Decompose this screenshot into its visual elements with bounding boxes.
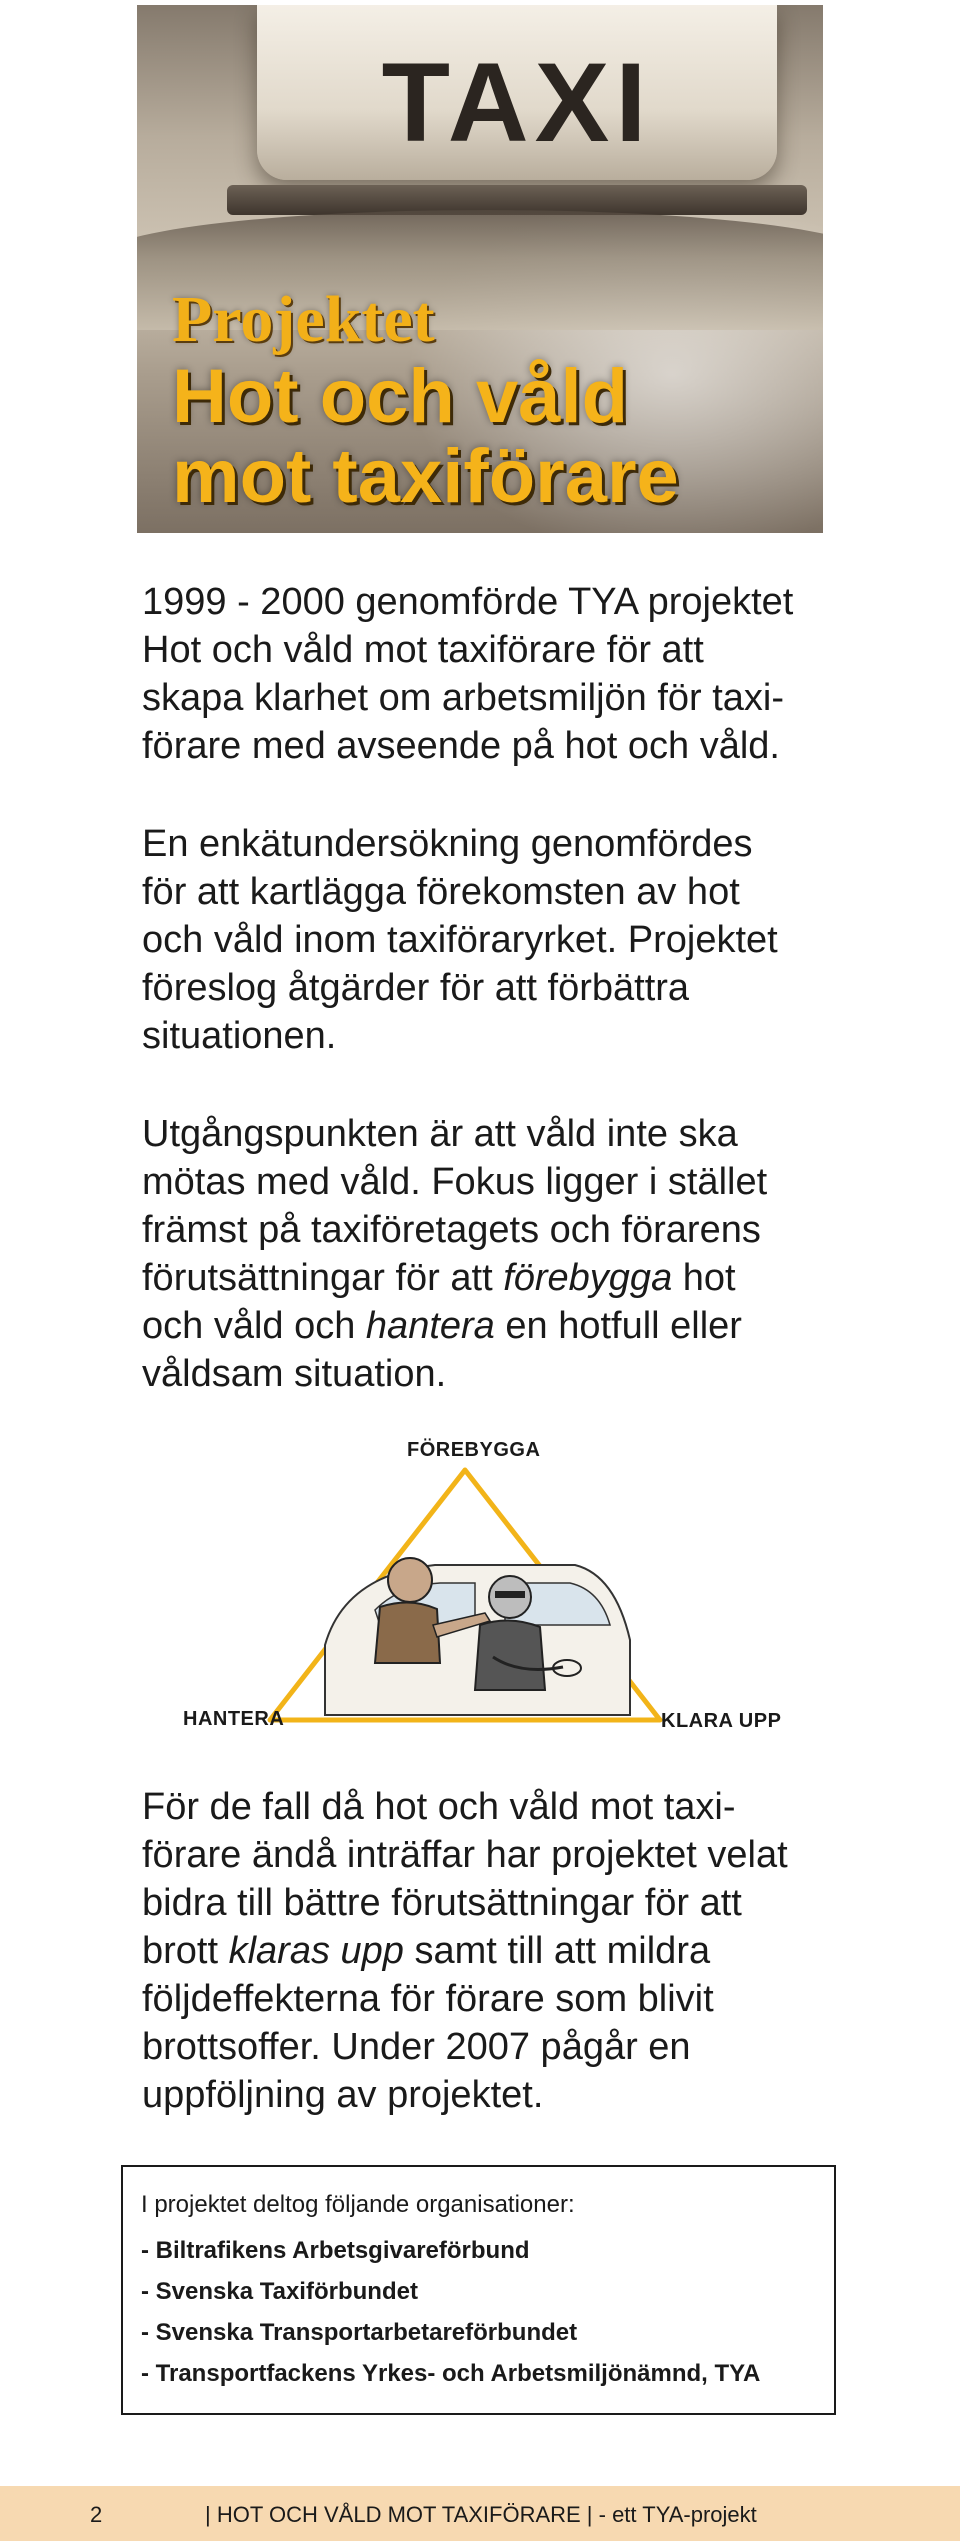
text-line: föreslog åtgärder för att förbättra bbox=[142, 967, 690, 1009]
text-segment: en hotfull eller bbox=[494, 1305, 742, 1347]
text-segment: samt till att mildra bbox=[403, 1930, 711, 1972]
organisations-list bbox=[141, 2230, 816, 2394]
label-klara-upp: KLARA UPP bbox=[661, 1710, 782, 1732]
taxi-roof-sign bbox=[257, 5, 777, 180]
text-line: våldsam situation. bbox=[142, 1353, 447, 1395]
list-item: - Svenska Taxiförbundet bbox=[141, 2278, 418, 2305]
organisations-intro: I projektet deltog följande organisationer: bbox=[141, 2191, 575, 2218]
emphasis-klaras-upp: klaras upp bbox=[228, 1930, 404, 1972]
text-segment: förutsättningar för att bbox=[142, 1257, 504, 1299]
text-line: förare med avseende på hot och våld. bbox=[142, 725, 780, 767]
text-segment: och våld och bbox=[142, 1305, 366, 1347]
text-line bbox=[142, 1927, 852, 1975]
text-segment: hot bbox=[672, 1257, 736, 1299]
triangle-graphic bbox=[175, 1425, 775, 1755]
text-line: främst på taxiföretagets och förarens bbox=[142, 1209, 761, 1251]
paragraph-followup bbox=[142, 1783, 852, 2119]
footer-running-title: | HOT OCH VÅLD MOT TAXIFÖRARE | - ett TYA-projekt bbox=[205, 2502, 757, 2527]
page-number: 2 bbox=[90, 2502, 103, 2527]
text-line bbox=[142, 1254, 852, 1302]
paragraph-intro bbox=[142, 578, 852, 770]
taxi-sign-text: TAXI bbox=[381, 40, 653, 165]
text-line: För de fall då hot och våld mot taxi- bbox=[142, 1786, 736, 1828]
label-forebygga: FÖREBYGGA bbox=[407, 1439, 541, 1461]
page-title bbox=[172, 354, 679, 519]
text-line: En enkätundersökning genomfördes bbox=[142, 823, 753, 865]
text-line: uppföljning av projektet. bbox=[142, 2074, 544, 2116]
paragraph-survey bbox=[142, 820, 852, 1060]
emphasis-hantera: hantera bbox=[365, 1305, 495, 1347]
text-line: 1999 - 2000 genomförde TYA projektet bbox=[142, 581, 794, 623]
text-line: och våld inom taxiföraryrket. Projektet bbox=[142, 919, 778, 961]
list-item: - Svenska Transportarbetareförbundet bbox=[141, 2319, 578, 2346]
text-line: mötas med våld. Fokus ligger i stället bbox=[142, 1161, 768, 1203]
text-line: Hot och våld mot taxiförare för att bbox=[142, 629, 704, 671]
triangle-diagram bbox=[175, 1425, 782, 1755]
text-line: Utgångspunkten är att våld inte ska bbox=[142, 1113, 738, 1155]
emphasis-forebygga: förebygga bbox=[503, 1257, 673, 1299]
page-footer bbox=[0, 2486, 960, 2541]
list-item: - Biltrafikens Arbetsgivareförbund bbox=[141, 2237, 530, 2264]
hero-kicker: Projektet bbox=[172, 283, 435, 356]
title-line-2: mot taxiförare bbox=[172, 434, 679, 519]
title-line-1: Hot och våld bbox=[172, 354, 629, 439]
text-line: situationen. bbox=[142, 1015, 337, 1057]
text-line: för att kartlägga förekomsten av hot bbox=[142, 871, 740, 913]
list-item: - Transportfackens Yrkes- och Arbetsmiljönämnd, TYA bbox=[141, 2360, 761, 2387]
text-segment: brott bbox=[142, 1930, 229, 1972]
text-line: brottsoffer. Under 2007 pågår en bbox=[142, 2026, 691, 2068]
text-line bbox=[142, 1302, 852, 1350]
person-left-head bbox=[388, 1558, 432, 1602]
text-line: följdeffekterna för förare som blivit bbox=[142, 1978, 714, 2020]
text-line: förare ändå inträffar har projektet velat bbox=[142, 1834, 788, 1876]
text-line: skapa klarhet om arbetsmiljön för taxi- bbox=[142, 677, 785, 719]
text-line: bidra till bättre förutsättningar för att bbox=[142, 1882, 742, 1924]
car-scene-illustration bbox=[325, 1558, 630, 1715]
paragraph-focus bbox=[142, 1110, 852, 1398]
organisations-box bbox=[121, 2165, 836, 2415]
hero-image bbox=[137, 5, 823, 533]
label-hantera: HANTERA bbox=[183, 1708, 285, 1730]
